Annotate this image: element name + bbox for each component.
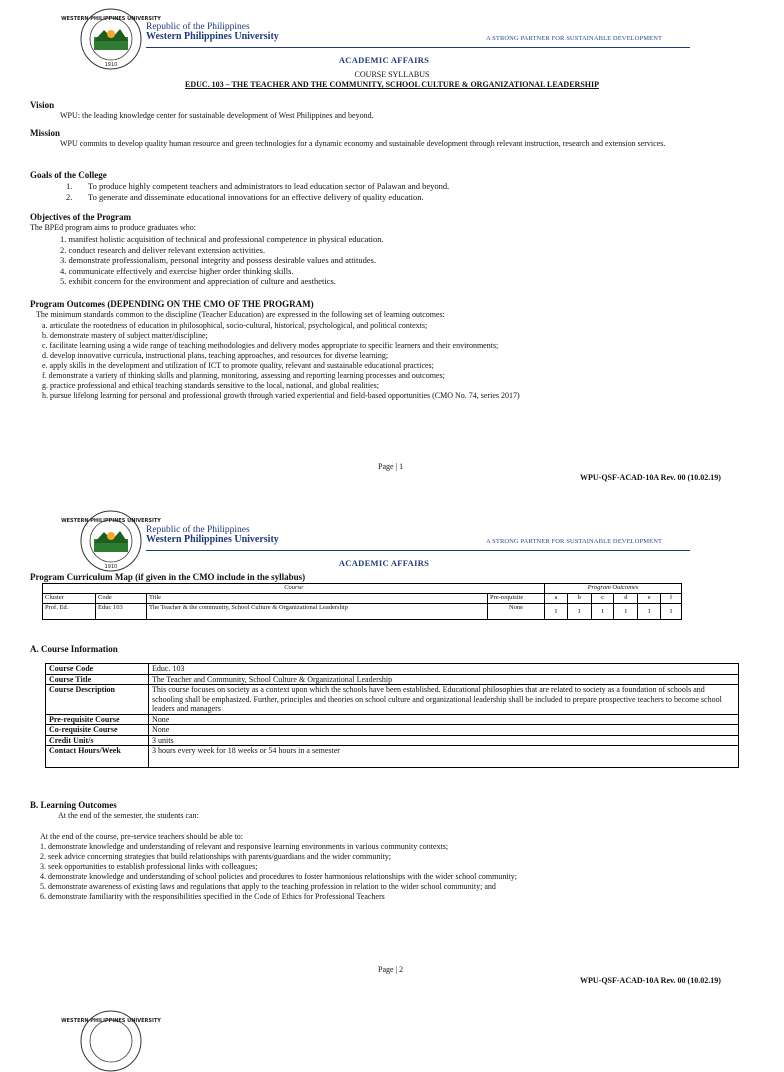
col-header: c (591, 594, 614, 604)
col-header: Cluster (43, 594, 96, 604)
col-header: Pre-requisite (488, 594, 545, 604)
info-value: This course focuses on society as a context upon which the schools have been established. Educational philosophies that are related to society as a foundation of schools and schooling shall be emphasized. Further, principles and theories on school culture and organizational leadership shall be included to prepare prospective teachers to become school leaders and managers (149, 685, 739, 715)
learning-outcome-item: 2. seek advice concerning strategies that build relationships with parents/guardians and the wider community; (40, 852, 392, 861)
seal-year: 1910 (104, 62, 118, 68)
table-cell: I (614, 604, 638, 620)
info-value: Educ. 103 (149, 664, 739, 675)
mission-title: Mission (30, 128, 61, 138)
course-heading: EDUC. 103 – THE TEACHER AND THE COMMUNITY, SCHOOL CULTURE & ORGANIZATIONAL LEADERSHIP (184, 80, 599, 89)
objective-item: 2. conduct research and deliver relevant extension activities. (60, 244, 266, 255)
outcomes-intro: The minimum standards common to the discipline (Teacher Education) are expressed in the following set of learning outcomes: (36, 310, 445, 319)
table-cell: I (591, 604, 614, 620)
objective-item: 5. exhibit concern for the environment and appreciation of culture and aesthetics. (60, 276, 336, 286)
tagline: A STRONG PARTNER FOR SUSTAINABLE DEVELOPMENT (486, 35, 663, 42)
table-cell: The Teacher & the community, School Culture & Organizational Leadership (147, 604, 488, 620)
info-key: Course Description (46, 685, 149, 715)
lo-intro-2: At the end of the course, pre-service teachers should be able to: (40, 832, 244, 841)
table-cell: I (567, 604, 591, 620)
po-group-header: Program Outcomes (545, 584, 682, 594)
seal-year: 1910 (104, 564, 118, 570)
outcomes-title: Program Outcomes (DEPENDING ON THE CMO OF THE PROGRAM) (30, 299, 314, 309)
republic-line: Republic of the Philippines (146, 22, 250, 32)
info-key: Credit Unit/s (46, 735, 149, 746)
info-key: Course Title (46, 674, 149, 685)
learning-outcome-item: 5. demonstrate awareness of existing laws and regulations that apply to the teaching profession in relation to the wider school community; and (40, 882, 496, 891)
info-key: Pre-requisite Course (46, 714, 149, 725)
university-name: Western Philippines University (146, 31, 279, 42)
outcome-item: h. pursue lifelong learning for personal and professional growth through varied experiential and field-based opportunities (CMO No. 74, series 2017) (42, 391, 520, 400)
col-header: a (545, 594, 568, 604)
info-value: The Teacher and Community, School Culture & Organizational Leadership (149, 674, 739, 685)
doc-code: WPU-QSF-ACAD-10A Rev. 00 (10.02.19) (580, 976, 721, 985)
outcome-item: c. facilitate learning using a wide range of teaching methodologies and delivery modes appropriate to specific learners and their environments; (42, 341, 499, 350)
col-header: b (567, 594, 591, 604)
col-header: e (638, 594, 661, 604)
table-cell: I (545, 604, 568, 620)
section-a-title: A. Course Information (30, 644, 118, 654)
learning-outcome-item: 6. demonstrate familiarity with the responsibilities specified in the Code of Ethics for Professional Teachers (40, 892, 385, 901)
course-group-header: Course (43, 584, 545, 594)
header-divider (146, 47, 690, 48)
info-key: Co-requisite Course (46, 725, 149, 736)
table-cell: Educ 103 (96, 604, 147, 620)
republic-line: Republic of the Philippines (146, 525, 250, 535)
learning-outcome-item: 1. demonstrate knowledge and understanding of relevant and responsive learning environments in various community contexts; (40, 842, 449, 851)
col-header: d (614, 594, 638, 604)
section-b-title: B. Learning Outcomes (30, 800, 117, 810)
info-key: Contact Hours/Week (46, 746, 149, 768)
doc-type: COURSE SYLLABUS (354, 70, 430, 79)
vision-text: WPU: the leading knowledge center for sustainable development of West Philippines and beyond. (60, 111, 374, 120)
objectives-intro: The BPEd program aims to produce graduates who: (30, 223, 196, 232)
tagline: A STRONG PARTNER FOR SUSTAINABLE DEVELOPMENT (486, 538, 663, 545)
outcome-item: d. develop innovative curricula, instructional plans, teaching approaches, and resources for diverse learning; (42, 351, 389, 360)
seal-text: WESTERN PHILIPPINES UNIVERSITY (61, 518, 161, 524)
table-cell: I (638, 604, 661, 620)
office-title: ACADEMIC AFFAIRS (338, 55, 430, 65)
info-value: 3 units (149, 735, 739, 746)
university-name: Western Philippines University (146, 534, 279, 545)
course-info-table (45, 663, 739, 768)
outcome-item: e. apply skills in the development and utilization of ICT to promote quality, relevant and sustainable educational practices; (42, 361, 434, 370)
learning-outcomes-list (40, 842, 750, 902)
objective-item: 4. communicate effectively and exercise higher order thinking skills. (60, 265, 294, 276)
office-title: ACADEMIC AFFAIRS (338, 558, 430, 568)
info-value: None (149, 725, 739, 736)
goals-list (66, 181, 449, 202)
learning-outcome-item: 4. demonstrate knowledge and understanding of school policies and procedures to foster harmonious relationships with the wider school community; (40, 872, 518, 881)
table-cell: Prof. Ed. (43, 604, 96, 620)
seal-text: WESTERN PHILIPPINES UNIVERSITY (61, 1018, 161, 1024)
info-key: Course Code (46, 664, 149, 675)
seal-text: WESTERN PHILIPPINES UNIVERSITY (61, 16, 161, 22)
table-cell: None (488, 604, 545, 620)
col-header: Title (147, 594, 488, 604)
outcome-item: f. demonstrate a variety of thinking skills and planning, monitoring, assessing and reporting learning processes and outcomes; (42, 371, 445, 380)
mission-text: WPU commits to develop quality human resource and green technologies for a dynamic economy and sustainable development through relevant instruction, research and extension services. (60, 139, 666, 148)
info-value: None (149, 714, 739, 725)
header-divider (146, 550, 690, 551)
objectives-title: Objectives of the Program (30, 212, 132, 222)
outcome-item: b. demonstrate mastery of subject matter/discipline; (42, 331, 208, 340)
col-header: Code (96, 594, 147, 604)
lo-intro: At the end of the semester, the students can: (58, 811, 199, 820)
objectives-list (60, 234, 384, 287)
learning-outcome-item: 3. seek opportunities to establish professional links with colleagues; (40, 862, 258, 871)
university-seal-icon (61, 1010, 161, 1072)
goal-item: 2. To generate and disseminate educational innovations for an effective delivery of quality education. (66, 191, 424, 202)
goals-title: Goals of the College (30, 170, 107, 180)
objective-item: 1. manifest holistic acquisition of technical and professional competence in physical education. (60, 234, 384, 244)
curriculum-map-table (42, 583, 682, 620)
doc-code: WPU-QSF-ACAD-10A Rev. 00 (10.02.19) (580, 473, 721, 482)
objective-item: 3. demonstrate professionalism, personal integrity and possess desirable values and attitudes. (60, 255, 377, 265)
page-number: Page | 2 (378, 965, 404, 974)
vision-title: Vision (30, 100, 55, 110)
info-value: 3 hours every week for 18 weeks or 54 hours in a semester (149, 746, 739, 768)
page-number: Page | 1 (378, 462, 404, 471)
col-header: f (661, 594, 682, 604)
outcome-item: g. practice professional and ethical teaching standards sensitive to the local, national, and global realities; (42, 381, 379, 390)
goal-item: 1. To produce highly competent teachers and administrators to lead education sector of Palawan and beyond. (66, 181, 450, 191)
outcome-item: a. articulate the rootedness of education in philosophical, socio-cultural, historical, psychological, and political contexts; (42, 321, 428, 330)
outcomes-list (42, 321, 752, 401)
table-cell: I (661, 604, 682, 620)
curriculum-map-title: Program Curriculum Map (if given in the CMO include in the syllabus) (30, 572, 306, 582)
